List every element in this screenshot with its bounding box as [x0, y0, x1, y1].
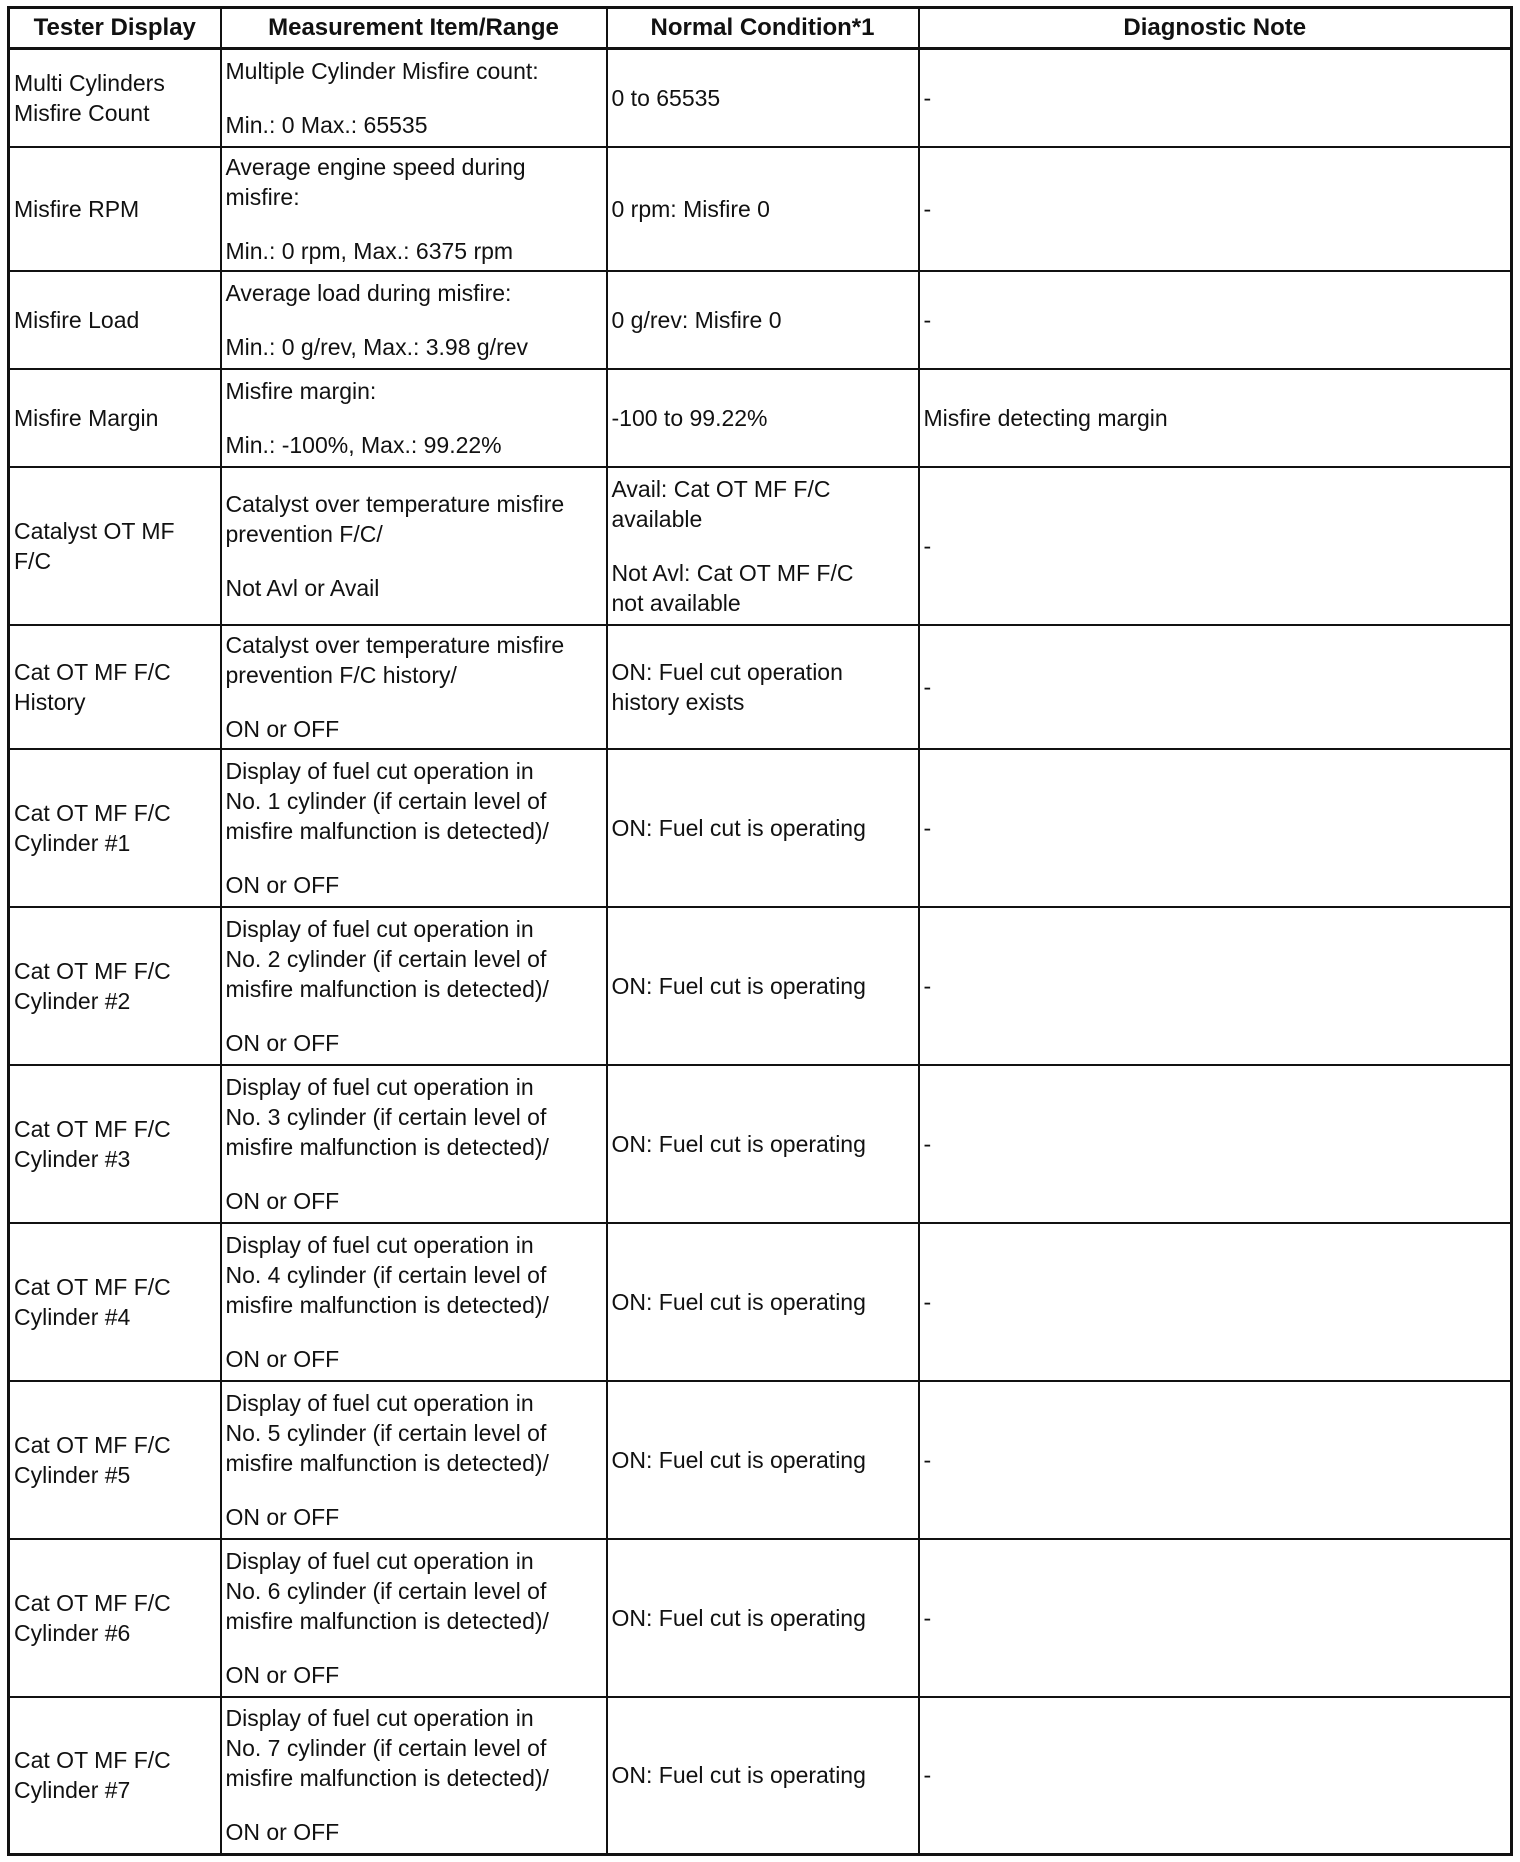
cell-diagnostic-note: -: [919, 1381, 1512, 1539]
measurement-line: prevention F/C history/: [225, 661, 457, 688]
tester-display-line: Cat OT MF F/C: [14, 658, 171, 685]
tester-display-line: Multi Cylinders: [14, 69, 165, 96]
header-tester-display: Tester Display: [9, 8, 221, 49]
cell-tester-display: [9, 907, 221, 1065]
cell-tester-display: [9, 1539, 221, 1697]
cell-tester-display: [9, 1697, 221, 1855]
tester-display-line: Cat OT MF F/C: [14, 957, 171, 984]
measurement-line: ON or OFF: [225, 715, 340, 742]
normal-condition-line: ON: Fuel cut is operating: [611, 1446, 866, 1473]
cell-measurement-item: [221, 271, 607, 369]
tester-display-line: Cat OT MF F/C: [14, 1273, 171, 1300]
cell-tester-display: [9, 271, 221, 369]
cell-diagnostic-note: -: [919, 1697, 1512, 1855]
tester-display-line: Misfire Load: [14, 306, 140, 333]
header-normal-condition: Normal Condition*1: [607, 8, 919, 49]
measurement-line: prevention F/C/: [225, 520, 383, 547]
cell-tester-display: [9, 1223, 221, 1381]
measurement-line: No. 6 cylinder (if certain level of: [225, 1577, 547, 1604]
measurement-line: ON or OFF: [225, 1029, 340, 1056]
cell-normal-condition: [607, 625, 919, 749]
measurement-line: Average engine speed during: [225, 153, 526, 180]
measurement-line: Catalyst over temperature misfire: [225, 631, 565, 658]
table-row: [9, 1539, 1512, 1697]
measurement-line: Multiple Cylinder Misfire count:: [225, 57, 539, 84]
measurement-line: ON or OFF: [225, 1661, 340, 1688]
measurement-line: misfire malfunction is detected)/: [225, 817, 549, 844]
tester-display-line: Cat OT MF F/C: [14, 1431, 171, 1458]
measurement-line: No. 2 cylinder (if certain level of: [225, 945, 547, 972]
tester-display-line: F/C: [14, 547, 52, 574]
measurement-line: No. 1 cylinder (if certain level of: [225, 787, 547, 814]
cell-measurement-item: [221, 1539, 607, 1697]
cell-normal-condition: [607, 1697, 919, 1855]
cell-measurement-item: [221, 1697, 607, 1855]
cell-tester-display: [9, 147, 221, 271]
normal-condition-line: -100 to 99.22%: [611, 404, 768, 431]
tester-display-line: Misfire RPM: [14, 195, 140, 222]
measurement-line: misfire:: [225, 183, 300, 210]
tester-display-line: Misfire Margin: [14, 404, 159, 431]
cell-normal-condition: [607, 1223, 919, 1381]
table-row: [9, 1065, 1512, 1223]
measurement-line: ON or OFF: [225, 1503, 340, 1530]
cell-tester-display: [9, 1065, 221, 1223]
measurement-line: ON or OFF: [225, 871, 340, 898]
cell-measurement-item: [221, 1065, 607, 1223]
cell-measurement-item: [221, 1381, 607, 1539]
measurement-line: No. 5 cylinder (if certain level of: [225, 1419, 547, 1446]
normal-condition-line: history exists: [611, 688, 745, 715]
measurement-line: Display of fuel cut operation in: [225, 915, 534, 942]
measurement-line: No. 3 cylinder (if certain level of: [225, 1103, 547, 1130]
cell-normal-condition: [607, 271, 919, 369]
measurement-line: misfire malfunction is detected)/: [225, 1449, 549, 1476]
cell-measurement-item: [221, 1223, 607, 1381]
cell-diagnostic-note: -: [919, 467, 1512, 625]
table-row: [9, 467, 1512, 625]
table-row: [9, 1697, 1512, 1855]
data-list-table: [7, 6, 1513, 1856]
table-row: [9, 625, 1512, 749]
table-row: [9, 49, 1512, 147]
normal-condition-line: ON: Fuel cut is operating: [611, 1762, 866, 1789]
measurement-line: misfire malfunction is detected)/: [225, 975, 549, 1002]
normal-condition-line: 0 rpm: Misfire 0: [611, 195, 770, 222]
measurement-line: Display of fuel cut operation in: [225, 1547, 534, 1574]
table-row: [9, 1381, 1512, 1539]
table-body: [9, 49, 1512, 1855]
table-header-row: [9, 8, 1512, 49]
tester-display-line: Cat OT MF F/C: [14, 1589, 171, 1616]
tester-display-line: Cylinder #2: [14, 987, 131, 1014]
measurement-line: Display of fuel cut operation in: [225, 757, 534, 784]
tester-display-line: Catalyst OT MF: [14, 517, 175, 544]
measurement-line: ON or OFF: [225, 1345, 340, 1372]
cell-diagnostic-note: -: [919, 749, 1512, 907]
measurement-line: Display of fuel cut operation in: [225, 1705, 534, 1732]
measurement-line: Display of fuel cut operation in: [225, 1073, 534, 1100]
cell-measurement-item: [221, 749, 607, 907]
measurement-line: misfire malfunction is detected)/: [225, 1291, 549, 1318]
cell-diagnostic-note: -: [919, 1223, 1512, 1381]
tester-display-line: Cat OT MF F/C: [14, 799, 171, 826]
normal-condition-line: 0 g/rev: Misfire 0: [611, 306, 782, 333]
cell-diagnostic-note: -: [919, 1065, 1512, 1223]
cell-normal-condition: [607, 749, 919, 907]
cell-normal-condition: [607, 467, 919, 625]
measurement-line: misfire malfunction is detected)/: [225, 1607, 549, 1634]
cell-normal-condition: [607, 1539, 919, 1697]
normal-condition-line: Avail: Cat OT MF F/C: [611, 475, 831, 502]
table-row: [9, 369, 1512, 467]
cell-diagnostic-note: -: [919, 1539, 1512, 1697]
measurement-line: No. 7 cylinder (if certain level of: [225, 1735, 547, 1762]
cell-tester-display: [9, 749, 221, 907]
normal-condition-line: available: [611, 505, 703, 532]
cell-tester-display: [9, 625, 221, 749]
tester-display-line: Cat OT MF F/C: [14, 1747, 171, 1774]
cell-measurement-item: [221, 49, 607, 147]
measurement-line: misfire malfunction is detected)/: [225, 1765, 549, 1792]
header-diagnostic-note: Diagnostic Note: [919, 8, 1512, 49]
tester-display-line: Cat OT MF F/C: [14, 1115, 171, 1142]
tester-display-line: Cylinder #7: [14, 1777, 131, 1804]
cell-normal-condition: [607, 1065, 919, 1223]
cell-measurement-item: [221, 907, 607, 1065]
cell-normal-condition: [607, 1381, 919, 1539]
normal-condition-line: Not Avl: Cat OT MF F/C: [611, 559, 854, 586]
table-row: [9, 749, 1512, 907]
cell-tester-display: [9, 467, 221, 625]
cell-tester-display: [9, 49, 221, 147]
normal-condition-line: ON: Fuel cut is operating: [611, 1604, 866, 1631]
cell-normal-condition: [607, 907, 919, 1065]
cell-tester-display: [9, 369, 221, 467]
normal-condition-line: not available: [611, 589, 741, 616]
measurement-line: Min.: 0 g/rev, Max.: 3.98 g/rev: [225, 333, 529, 360]
measurement-line: Min.: 0 Max.: 65535: [225, 111, 428, 138]
measurement-line: Min.: 0 rpm, Max.: 6375 rpm: [225, 237, 514, 264]
header-measurement-item: Measurement Item/Range: [221, 8, 607, 49]
cell-diagnostic-note: -: [919, 271, 1512, 369]
normal-condition-line: ON: Fuel cut is operating: [611, 1130, 866, 1157]
normal-condition-line: 0 to 65535: [611, 84, 721, 111]
tester-display-line: Cylinder #1: [14, 829, 131, 856]
normal-condition-line: ON: Fuel cut is operating: [611, 814, 866, 841]
measurement-line: Display of fuel cut operation in: [225, 1389, 534, 1416]
measurement-line: misfire malfunction is detected)/: [225, 1133, 549, 1160]
tester-display-line: Cylinder #5: [14, 1461, 131, 1488]
cell-normal-condition: [607, 369, 919, 467]
tester-display-line: Cylinder #6: [14, 1619, 131, 1646]
normal-condition-line: ON: Fuel cut is operating: [611, 972, 866, 999]
cell-diagnostic-note: -: [919, 907, 1512, 1065]
tester-display-line: History: [14, 688, 86, 715]
cell-measurement-item: [221, 369, 607, 467]
cell-diagnostic-note: -: [919, 625, 1512, 749]
data-list-table-container: [7, 6, 1513, 1856]
tester-display-line: Cylinder #4: [14, 1303, 131, 1330]
measurement-line: Misfire margin:: [225, 377, 377, 404]
measurement-line: Min.: -100%, Max.: 99.22%: [225, 431, 502, 458]
table-row: [9, 271, 1512, 369]
normal-condition-line: ON: Fuel cut is operating: [611, 1288, 866, 1315]
cell-measurement-item: [221, 625, 607, 749]
cell-measurement-item: [221, 147, 607, 271]
measurement-line: Average load during misfire:: [225, 279, 512, 306]
cell-measurement-item: [221, 467, 607, 625]
measurement-line: Catalyst over temperature misfire: [225, 490, 565, 517]
table-row: [9, 147, 1512, 271]
table-row: [9, 1223, 1512, 1381]
tester-display-line: Misfire Count: [14, 99, 150, 126]
measurement-line: No. 4 cylinder (if certain level of: [225, 1261, 547, 1288]
cell-normal-condition: [607, 147, 919, 271]
normal-condition-line: ON: Fuel cut operation: [611, 658, 843, 685]
cell-diagnostic-note: Misfire detecting margin: [919, 369, 1512, 467]
cell-tester-display: [9, 1381, 221, 1539]
tester-display-line: Cylinder #3: [14, 1145, 131, 1172]
cell-normal-condition: [607, 49, 919, 147]
cell-diagnostic-note: -: [919, 49, 1512, 147]
cell-diagnostic-note: -: [919, 147, 1512, 271]
measurement-line: ON or OFF: [225, 1187, 340, 1214]
table-row: [9, 907, 1512, 1065]
measurement-line: ON or OFF: [225, 1819, 340, 1846]
measurement-line: Not Avl or Avail: [225, 574, 380, 601]
measurement-line: Display of fuel cut operation in: [225, 1231, 534, 1258]
